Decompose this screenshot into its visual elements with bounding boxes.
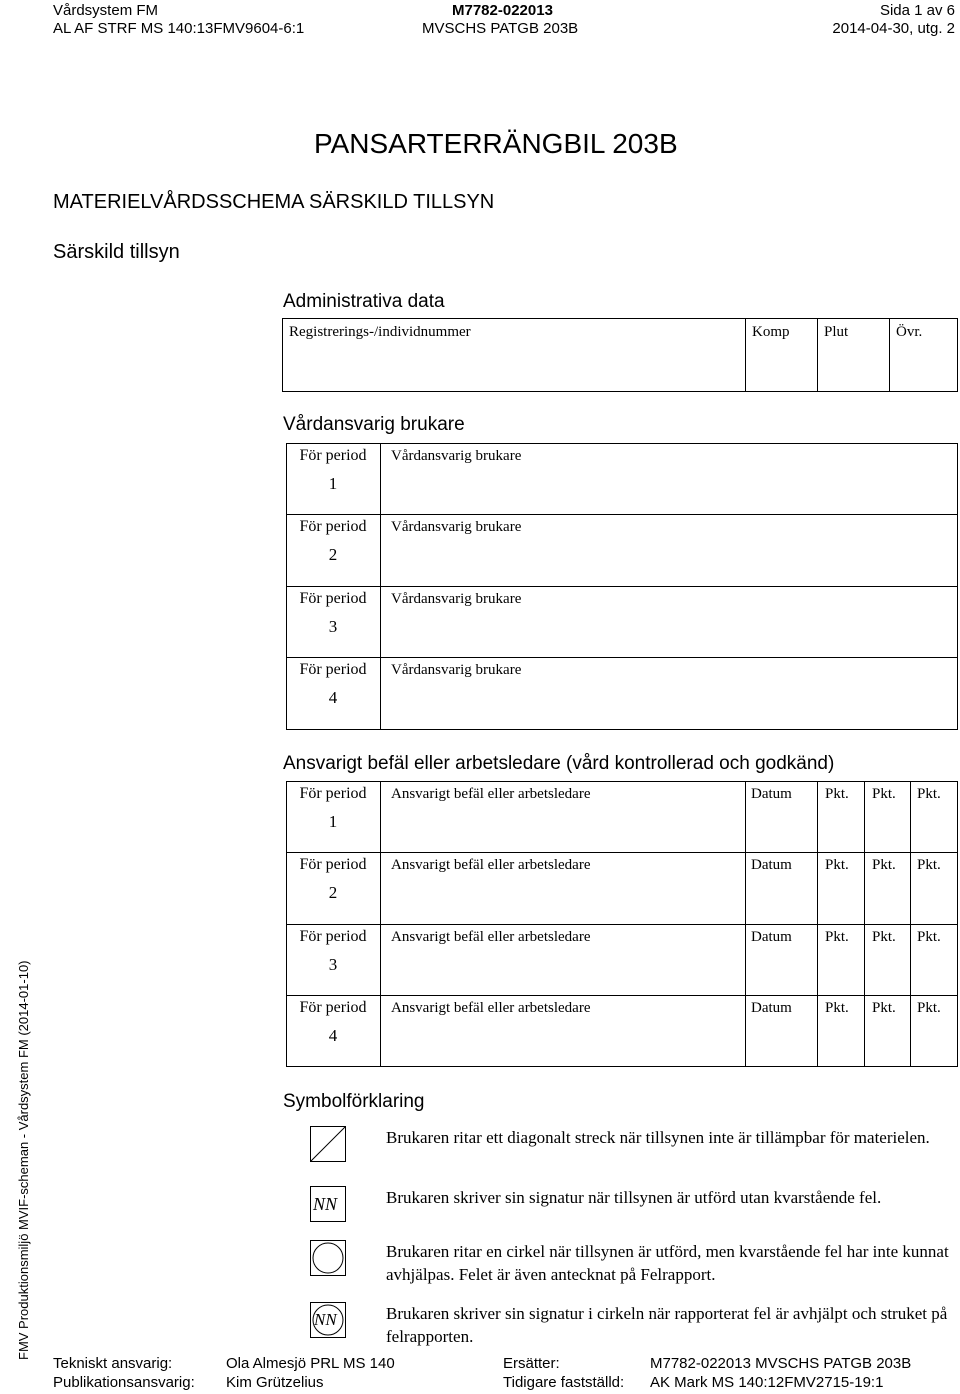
- vardansvarig-field[interactable]: Vårdansvarig brukare: [391, 519, 522, 535]
- period-number: 2: [328, 883, 338, 902]
- tidigare-label: Tidigare fastställd:: [503, 1374, 625, 1391]
- symbol-description: Brukaren skriver sin signatur när tillsynen är utförd utan kvarstående fel.: [386, 1188, 882, 1207]
- period-label: För period: [299, 661, 367, 678]
- symbol-description: Brukaren ritar en cirkel när tillsynen är utförd, men kvarstående fel har inte kunnat avhjälpas. Felet är även antecknat på Felrapport.: [386, 1242, 949, 1284]
- period-number: 1: [328, 474, 338, 493]
- period-label: För period: [299, 447, 367, 464]
- pkt-field[interactable]: Pkt.: [872, 786, 896, 802]
- circled-signature-icon: [310, 1302, 346, 1338]
- tekniskt-value: Ola Almesjö PRL MS 140: [226, 1355, 395, 1372]
- system-name: Vårdsystem FM: [53, 2, 159, 19]
- period-label: För period: [299, 999, 367, 1016]
- period-number: 4: [328, 1026, 338, 1045]
- ansvarigt-field[interactable]: Ansvarigt befäl eller arbetsledare: [391, 857, 591, 873]
- pkt-field[interactable]: Pkt.: [917, 786, 941, 802]
- symbol-description: Brukaren skriver sin signatur i cirkeln när rapporterat fel är avhjälpt och struket på felrapporten.: [386, 1304, 948, 1346]
- ersatter-label: Ersätter:: [503, 1355, 560, 1372]
- plut-field[interactable]: Plut: [824, 324, 849, 340]
- period-number: 1: [328, 812, 338, 831]
- period-label: För period: [299, 785, 367, 802]
- period-number: 2: [328, 545, 338, 564]
- period-number: 3: [328, 955, 338, 974]
- pkt-field[interactable]: Pkt.: [917, 1000, 941, 1016]
- vardansvarig-heading: Vårdansvarig brukare: [283, 414, 465, 435]
- pkt-field[interactable]: Pkt.: [825, 929, 849, 945]
- signature-text: NN: [314, 1310, 337, 1329]
- pkt-field[interactable]: Pkt.: [917, 857, 941, 873]
- ansvarigt-field[interactable]: Ansvarigt befäl eller arbetsledare: [391, 1000, 591, 1016]
- document-reference: AL AF STRF MS 140:13FMV9604-6:1: [53, 20, 305, 37]
- page-title: PANSARTERRÄNGBIL 203B: [314, 128, 678, 159]
- symbol-description: Brukaren ritar ett diagonalt streck när tillsynen inte är tillämpbar för materielen.: [386, 1128, 930, 1147]
- pkt-field[interactable]: Pkt.: [872, 857, 896, 873]
- ansvarigt-heading: Ansvarigt befäl eller arbetsledare (vård kontrollerad och godkänd): [283, 753, 835, 774]
- edition-date: 2014-04-30, utg. 2: [832, 20, 955, 37]
- vardansvarig-field[interactable]: Vårdansvarig brukare: [391, 591, 522, 607]
- vardansvarig-field[interactable]: Vårdansvarig brukare: [391, 662, 522, 678]
- period-label: För period: [299, 928, 367, 945]
- period-number: 3: [328, 617, 338, 636]
- komp-field[interactable]: Komp: [752, 324, 790, 340]
- pkt-field[interactable]: Pkt.: [825, 857, 849, 873]
- pkt-field[interactable]: Pkt.: [917, 929, 941, 945]
- ansvarigt-field[interactable]: Ansvarigt befäl eller arbetsledare: [391, 929, 591, 945]
- ansvarigt-field[interactable]: Ansvarigt befäl eller arbetsledare: [391, 786, 591, 802]
- vardansvarig-field[interactable]: Vårdansvarig brukare: [391, 448, 522, 464]
- datum-field[interactable]: Datum: [751, 1000, 792, 1016]
- pkt-field[interactable]: Pkt.: [825, 786, 849, 802]
- diagonal-line-icon: [310, 1126, 346, 1162]
- ovr-field[interactable]: Övr.: [896, 324, 923, 340]
- page-number: Sida 1 av 6: [879, 2, 955, 19]
- tidigare-value: AK Mark MS 140:12FMV2715-19:1: [650, 1374, 884, 1391]
- circle-icon: [310, 1240, 346, 1276]
- datum-field[interactable]: Datum: [751, 929, 792, 945]
- pkt-field[interactable]: Pkt.: [825, 1000, 849, 1016]
- registration-number-field[interactable]: Registrerings-/individnummer: [289, 324, 471, 340]
- tekniskt-label: Tekniskt ansvarig:: [53, 1355, 173, 1372]
- document-code: MVSCHS PATGB 203B: [422, 20, 579, 37]
- section-title: Särskild tillsyn: [53, 241, 180, 263]
- publikation-value: Kim Grützelius: [226, 1374, 324, 1391]
- period-label: För period: [299, 518, 367, 535]
- ersatter-value: M7782-022013 MVSCHS PATGB 203B: [650, 1355, 912, 1372]
- publikation-label: Publikationsansvarig:: [53, 1374, 195, 1391]
- symbols-heading: Symbolförklaring: [283, 1091, 425, 1112]
- admin-heading: Administrativa data: [283, 291, 445, 312]
- signature-text: NN: [313, 1194, 338, 1214]
- pkt-field[interactable]: Pkt.: [872, 1000, 896, 1016]
- pkt-field[interactable]: Pkt.: [872, 929, 896, 945]
- signature-icon: [310, 1186, 346, 1222]
- document-number: M7782-022013: [452, 2, 553, 19]
- period-label: För period: [299, 590, 367, 607]
- page-subtitle: MATERIELVÅRDSSCHEMA SÄRSKILD TILLSYN: [53, 191, 495, 213]
- datum-field[interactable]: Datum: [751, 857, 792, 873]
- period-label: För period: [299, 856, 367, 873]
- period-number: 4: [328, 688, 338, 707]
- datum-field[interactable]: Datum: [751, 786, 792, 802]
- sidebar-production-note: FMV Produktionsmiljö MVIF-scheman - Vårdsystem FM (2014-01-10): [16, 960, 31, 1360]
